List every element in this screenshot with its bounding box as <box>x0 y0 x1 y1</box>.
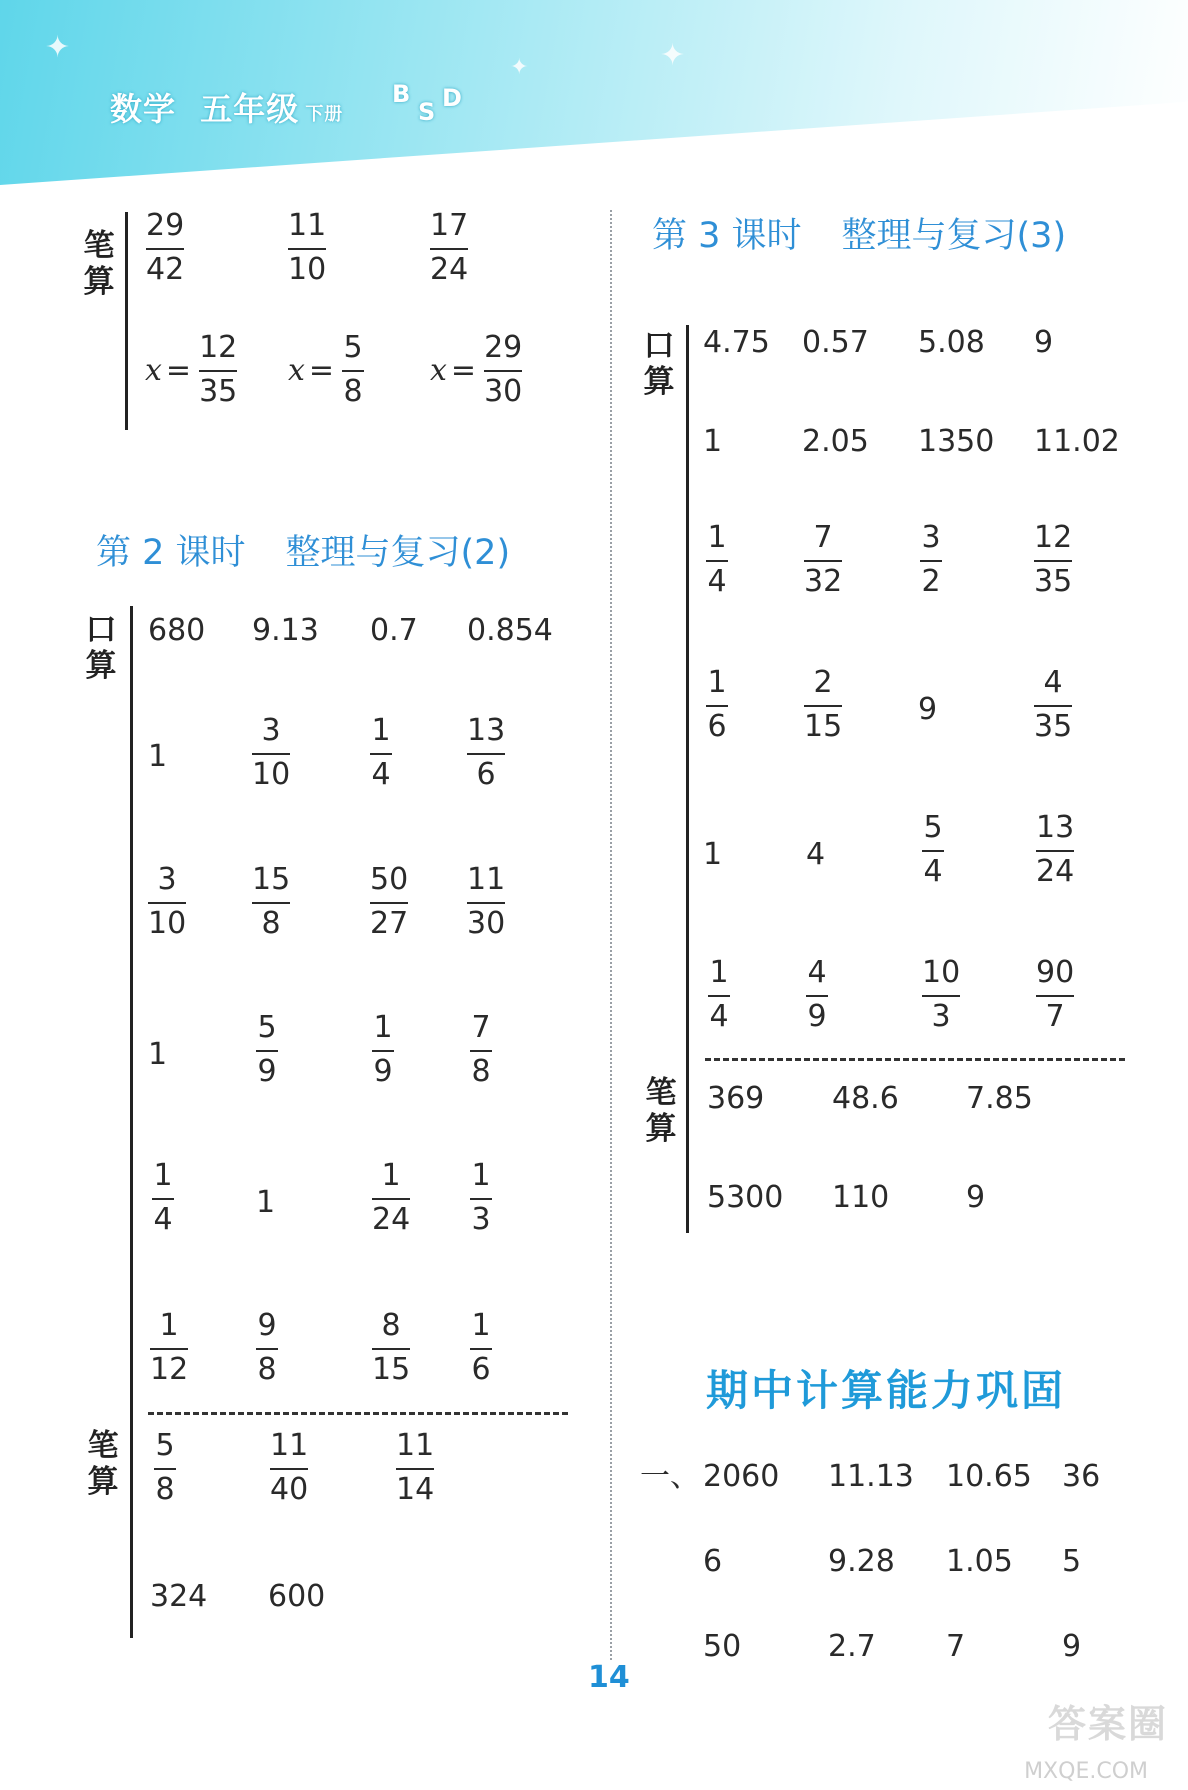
item-number: 一、 <box>640 1459 700 1494</box>
section-separator <box>705 1058 1125 1061</box>
answer-fraction: 7 8 <box>471 1010 491 1089</box>
watermark-url: MXQE.COM <box>1024 1759 1148 1784</box>
answer-value: 9 <box>918 692 938 727</box>
answer-value: 5300 <box>707 1180 784 1215</box>
answer-value: 9.13 <box>252 613 319 648</box>
answer-fraction: 13 24 <box>1036 810 1075 889</box>
answer-value: 2.7 <box>828 1629 876 1664</box>
answer-fraction: 8 15 <box>372 1308 411 1387</box>
kousuan-label: 口算 <box>643 328 675 400</box>
answer-fraction: 1 4 <box>153 1158 173 1237</box>
answer-fraction: 1 4 <box>709 955 729 1034</box>
answer-value: 0.7 <box>370 613 418 648</box>
answer-value: 9.28 <box>828 1544 895 1579</box>
answer-fraction: 1 6 <box>707 665 727 744</box>
answer-fraction: 1 3 <box>471 1158 491 1237</box>
answer-value: 324 <box>150 1579 208 1614</box>
bracket-line <box>125 212 128 430</box>
kousuan-label: 口算 <box>85 612 117 684</box>
answer-value: 4.75 <box>703 325 770 360</box>
edition-letter: D <box>442 84 462 112</box>
answer-fraction: 1 12 <box>150 1308 189 1387</box>
answer-value: 10.65 <box>946 1459 1032 1494</box>
answer-value: 6 <box>703 1544 723 1579</box>
equation-answer: x = $\frac{5}{8}$ <box>288 330 363 409</box>
answer-value: 5 <box>1062 1544 1082 1579</box>
answer-fraction: 11 30 <box>467 862 506 941</box>
answer-value: 1.05 <box>946 1544 1013 1579</box>
lesson-title: 第 2 课时 整理与复习(2) <box>96 533 511 573</box>
lesson-title: 第 3 课时 整理与复习(3) <box>652 216 1067 256</box>
sparkle-icon: ✦ <box>45 30 71 65</box>
answer-value: 7 <box>946 1629 966 1664</box>
answer-value: 4 <box>806 837 826 872</box>
answer-fraction: 90 7 <box>1036 955 1075 1034</box>
answer-fraction: 3 10 <box>252 713 291 792</box>
answer-value: 48.6 <box>832 1081 899 1116</box>
answer-fraction: 29 42 <box>146 208 185 287</box>
answer-fraction: 4 9 <box>807 955 827 1034</box>
page-number: 14 <box>588 1660 630 1695</box>
answer-value: 11.02 <box>1034 424 1120 459</box>
answer-value: 110 <box>832 1180 890 1215</box>
answer-value: 0.57 <box>802 325 869 360</box>
answer-fraction: 15 8 <box>252 862 291 941</box>
answer-fraction: 17 24 <box>430 208 469 287</box>
answer-value: 5.08 <box>918 325 985 360</box>
answer-fraction: 5 4 <box>923 810 943 889</box>
section-separator <box>148 1412 568 1415</box>
bracket-line <box>686 325 689 1233</box>
answer-fraction: 5 8 <box>155 1428 175 1507</box>
sparkle-icon: ✦ <box>510 55 529 80</box>
edition-letter: S <box>418 98 436 126</box>
answer-fraction: 9 8 <box>257 1308 277 1387</box>
edition-letter: B <box>392 80 411 108</box>
answer-fraction: 3 10 <box>148 862 187 941</box>
answer-value: 9 <box>1034 325 1054 360</box>
answer-fraction: 1 6 <box>471 1308 491 1387</box>
answer-fraction: 11 40 <box>270 1428 309 1507</box>
answer-value: 1 <box>148 1037 168 1072</box>
bisuan-label: 笔算 <box>87 1428 119 1500</box>
answer-value: 0.854 <box>467 613 553 648</box>
answer-fraction: 11 10 <box>288 208 327 287</box>
answer-value: 11.13 <box>828 1459 914 1494</box>
answer-fraction: 1 9 <box>373 1010 393 1089</box>
equation-answer: x = $\frac{12}{35}$ <box>145 330 238 409</box>
bracket-line <box>130 606 133 1638</box>
answer-value: 1 <box>703 424 723 459</box>
answer-value: 9 <box>1062 1629 1082 1664</box>
answer-value: 1350 <box>918 424 995 459</box>
answer-fraction: 13 6 <box>467 713 506 792</box>
answer-value: 1 <box>148 739 168 774</box>
answer-value: 369 <box>707 1081 765 1116</box>
answer-value: 680 <box>148 613 206 648</box>
answer-value: 50 <box>703 1629 742 1664</box>
bisuan-label: 笔算 <box>645 1075 677 1147</box>
bisuan-label: 笔算 <box>83 228 115 300</box>
answer-value: 9 <box>966 1180 986 1215</box>
answer-fraction: 1 24 <box>372 1158 411 1237</box>
answer-value: 600 <box>268 1579 326 1614</box>
answer-fraction: 10 3 <box>922 955 961 1034</box>
answer-fraction: 4 35 <box>1034 665 1073 744</box>
answer-fraction: 7 32 <box>804 520 843 599</box>
answer-fraction: 3 2 <box>921 520 941 599</box>
book-title: 数学 五年级 下册 <box>110 90 344 128</box>
answer-value: 2060 <box>703 1459 780 1494</box>
answer-fraction: 1 4 <box>371 713 391 792</box>
answer-fraction: 50 27 <box>370 862 409 941</box>
answer-value: 1 <box>703 837 723 872</box>
answer-fraction: 5 9 <box>257 1010 277 1089</box>
midterm-title: 期中计算能力巩固 <box>706 1366 1067 1415</box>
equation-answer: x = $\frac{29}{30}$ <box>430 330 523 409</box>
answer-fraction: 12 35 <box>1034 520 1073 599</box>
answer-fraction: 2 15 <box>804 665 843 744</box>
watermark-logo: 答案圈 <box>1047 1702 1168 1746</box>
answer-fraction: 1 4 <box>707 520 727 599</box>
column-divider <box>610 210 612 1660</box>
sparkle-icon: ✦ <box>660 38 686 73</box>
answer-fraction: 11 14 <box>396 1428 435 1507</box>
answer-value: 36 <box>1062 1459 1101 1494</box>
answer-value: 1 <box>256 1185 276 1220</box>
answer-value: 7.85 <box>966 1081 1033 1116</box>
answer-value: 2.05 <box>802 424 869 459</box>
